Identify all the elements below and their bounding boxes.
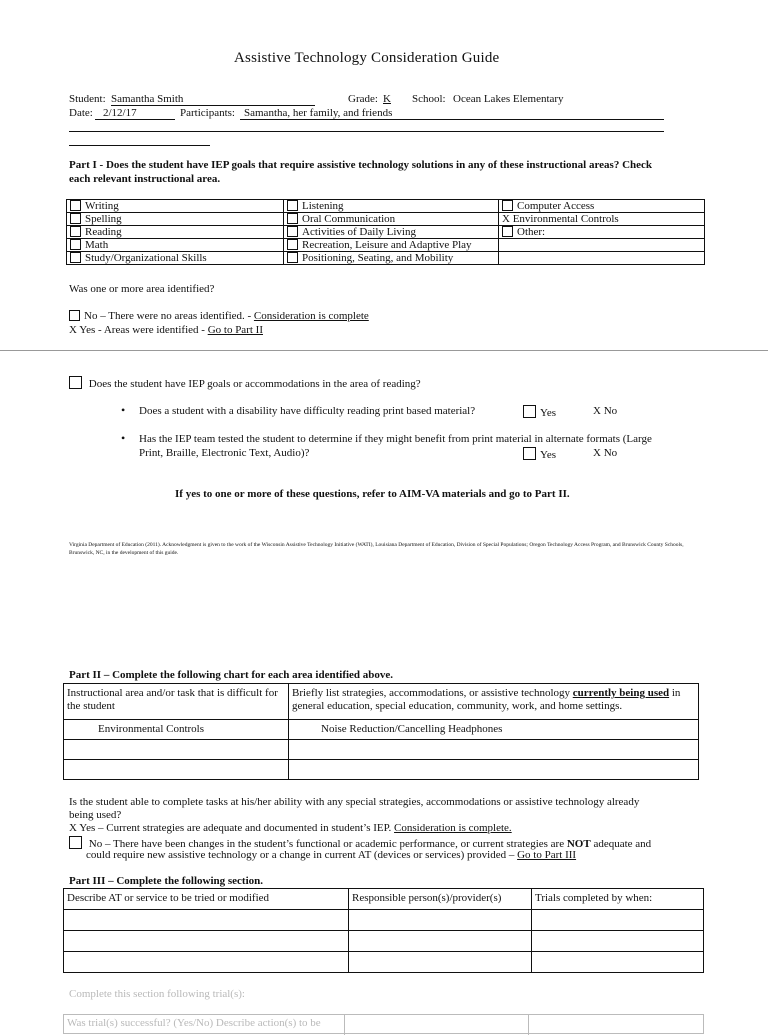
areas-row bbox=[67, 213, 705, 226]
area-cell[interactable] bbox=[284, 226, 499, 239]
area-cell[interactable] bbox=[284, 252, 499, 265]
part2-no-text-2: adequate and bbox=[590, 838, 652, 850]
area-label: Computer Access bbox=[517, 200, 595, 212]
date-label: Date: bbox=[69, 107, 93, 119]
trial-results-divider-2 bbox=[528, 1015, 529, 1035]
part2-no-option[interactable] bbox=[69, 836, 651, 850]
grade-label: Grade: bbox=[348, 93, 378, 105]
part2-table bbox=[63, 683, 699, 780]
trial-results-col1: Was trial(s) successful? (Yes/No) Describe action(s) to be bbox=[67, 1017, 321, 1029]
bullet2-text-line2: Print, Braille, Electronic Text, Audio)? bbox=[139, 447, 310, 459]
area-label: Positioning, Seating, and Mobility bbox=[302, 252, 454, 264]
part2-no-line2: could require new assistive technology or a change in current AT (devices or services) provided – Go to Part III bbox=[86, 849, 577, 861]
bullet2-yes-label: Yes bbox=[540, 449, 557, 461]
participants-underline-2 bbox=[69, 131, 664, 132]
area-cell[interactable] bbox=[67, 213, 284, 226]
part3-row3-cell3[interactable] bbox=[532, 952, 704, 973]
go-to-part2-link[interactable]: Go to Part II bbox=[207, 324, 263, 336]
part3-col3-header: Trials completed by when: bbox=[532, 889, 704, 910]
bullet2-yes-option[interactable] bbox=[523, 447, 556, 461]
area-cell[interactable] bbox=[67, 200, 284, 213]
area-checkbox[interactable] bbox=[70, 252, 81, 263]
bullet-dot-2: • bbox=[121, 431, 126, 445]
page-title: Assistive Technology Consideration Guide bbox=[234, 50, 500, 66]
area-cell[interactable] bbox=[284, 200, 499, 213]
area-cell[interactable] bbox=[67, 226, 284, 239]
part2-col1-header: Instructional area and/or task that is difficult for the student bbox=[64, 684, 289, 720]
no-areas-option[interactable] bbox=[69, 310, 369, 322]
reading-checkbox[interactable] bbox=[69, 376, 82, 389]
trial-results-divider-1 bbox=[344, 1015, 345, 1035]
student-label: Student: bbox=[69, 93, 106, 105]
part2-no-text-1: No – There have been changes in the student’s functional or academic performance, or current strategies are bbox=[88, 838, 567, 850]
area-cell[interactable] bbox=[499, 226, 705, 239]
part2-yes-option bbox=[69, 822, 512, 834]
part2-row2-area[interactable] bbox=[64, 740, 289, 760]
bullet1-no-answer: X No bbox=[593, 405, 618, 417]
after-trials-note: Complete this section following trial(s): bbox=[69, 988, 245, 1000]
area-cell[interactable] bbox=[284, 239, 499, 252]
part3-row3-cell1[interactable] bbox=[64, 952, 349, 973]
area-checkbox[interactable] bbox=[502, 200, 513, 211]
areas-row bbox=[67, 200, 705, 213]
area-cell[interactable] bbox=[499, 239, 705, 252]
school-field[interactable]: Ocean Lakes Elementary bbox=[453, 93, 564, 105]
bullet1-yes-checkbox[interactable] bbox=[523, 405, 536, 418]
part2-row3-strategy[interactable] bbox=[289, 760, 699, 780]
area-label: Recreation, Leisure and Adaptive Play bbox=[302, 239, 472, 251]
area-cell[interactable] bbox=[67, 252, 284, 265]
part1-heading-line1: Part I - Does the student have IEP goals that require assistive technology solutions in any of these instructional areas? Check bbox=[69, 159, 653, 171]
area-cell[interactable] bbox=[499, 213, 705, 226]
part2-question-line1: Is the student able to complete tasks at his/her ability with any special strategies, accommodations or assistive technology already bbox=[69, 796, 640, 808]
part3-row2-cell1[interactable] bbox=[64, 931, 349, 952]
area-label: Other: bbox=[517, 226, 546, 238]
area-checkbox[interactable] bbox=[70, 200, 81, 211]
areas-row bbox=[67, 226, 705, 239]
area-checkbox[interactable] bbox=[287, 200, 298, 211]
part2-heading: Part II – Complete the following chart for each area identified above. bbox=[69, 669, 394, 681]
part3-row2-cell3[interactable] bbox=[532, 931, 704, 952]
bullet-dot-1: • bbox=[121, 403, 126, 417]
bullet2-text-line1: Has the IEP team tested the student to determine if they might benefit from print material in alternate formats (Large bbox=[139, 433, 652, 445]
bullet2-yes-checkbox[interactable] bbox=[523, 447, 536, 460]
area-label: Reading bbox=[85, 226, 122, 238]
part2-row1-strategy[interactable]: Noise Reduction/Cancelling Headphones bbox=[289, 720, 699, 740]
area-label: X Environmental Controls bbox=[502, 213, 619, 225]
area-question: Was one or more area identified? bbox=[69, 283, 215, 295]
yes-areas-option bbox=[69, 324, 263, 336]
reading-question[interactable] bbox=[69, 376, 421, 390]
part2-col2-header: Briefly list strategies, accommodations, or assistive technology currently being used in general education, special education, community, work, and home settings. bbox=[289, 684, 699, 720]
area-cell[interactable] bbox=[67, 239, 284, 252]
part3-row1-cell3[interactable] bbox=[532, 910, 704, 931]
part2-question-line2: being used? bbox=[69, 809, 122, 821]
area-cell[interactable] bbox=[499, 252, 705, 265]
date-underline bbox=[95, 119, 175, 120]
part2-yes-text: X Yes – Current strategies are adequate and documented in student’s IEP. bbox=[69, 822, 395, 834]
instructional-areas-table bbox=[66, 199, 705, 265]
area-checkbox[interactable] bbox=[287, 252, 298, 263]
consideration-complete-link[interactable]: Consideration is complete bbox=[253, 310, 369, 322]
participants-underline bbox=[240, 119, 664, 120]
area-label: Math bbox=[85, 239, 109, 251]
participants-field[interactable]: Samantha, her family, and friends bbox=[244, 107, 393, 119]
trial-results-table bbox=[63, 1014, 704, 1034]
part3-row2-cell2[interactable] bbox=[349, 931, 532, 952]
part3-col2-header: Responsible person(s)/provider(s) bbox=[349, 889, 532, 910]
yes-areas-text: X Yes - Areas were identified - bbox=[69, 324, 208, 336]
student-name-field[interactable]: Samantha Smith bbox=[111, 93, 184, 105]
area-cell[interactable] bbox=[284, 213, 499, 226]
bullet2-no-answer: X No bbox=[593, 447, 618, 459]
area-checkbox[interactable] bbox=[287, 239, 298, 250]
area-checkbox[interactable] bbox=[70, 226, 81, 237]
area-label: Activities of Daily Living bbox=[302, 226, 416, 238]
part2-row3-area[interactable] bbox=[64, 760, 289, 780]
area-checkbox[interactable] bbox=[70, 239, 81, 250]
no-areas-checkbox[interactable] bbox=[69, 310, 80, 321]
area-checkbox[interactable] bbox=[287, 226, 298, 237]
area-label: Study/Organizational Skills bbox=[85, 252, 207, 264]
area-checkbox[interactable] bbox=[70, 213, 81, 224]
part3-heading: Part III – Complete the following section. bbox=[69, 875, 264, 887]
part3-col1-header: Describe AT or service to be tried or modified bbox=[64, 889, 349, 910]
reading-question-text: Does the student have IEP goals or accommodations in the area of reading? bbox=[88, 378, 421, 390]
area-checkbox[interactable] bbox=[287, 213, 298, 224]
part3-row1-cell1[interactable] bbox=[64, 910, 349, 931]
area-checkbox[interactable] bbox=[502, 226, 513, 237]
grade-field[interactable]: K bbox=[383, 93, 391, 105]
section-divider bbox=[0, 350, 768, 351]
footnote-citation: Virginia Department of Education (2011). Acknowledgment is given to the work of the Wisconsin Assistive Technology Initiative (WATI), Louisiana Department of Education, Division of Special Populations; Oregon Technology Access Program, and Brunswick County Schools, Brunswick, NC, in the development of this guide. bbox=[69, 542, 684, 556]
areas-row bbox=[67, 252, 705, 265]
bullet1-yes-option[interactable] bbox=[523, 405, 556, 419]
student-name-underline bbox=[111, 105, 315, 106]
school-label: School: bbox=[412, 93, 446, 105]
bullet1-text: Does a student with a disability have difficulty reading print based material? bbox=[139, 405, 476, 417]
part3-row3-cell2[interactable] bbox=[349, 952, 532, 973]
part2-no-bold: NOT bbox=[566, 838, 591, 850]
aim-va-instruction: If yes to one or more of these questions, refer to AIM-VA materials and go to Part II. bbox=[175, 488, 570, 500]
area-label: Spelling bbox=[85, 213, 122, 225]
participants-underline-3 bbox=[69, 145, 210, 146]
part3-row1-cell2[interactable] bbox=[349, 910, 532, 931]
part1-heading-line2: each relevant instructional area. bbox=[69, 173, 221, 185]
part3-table bbox=[63, 888, 704, 973]
areas-row bbox=[67, 239, 705, 252]
part2-row1-area[interactable]: Environmental Controls bbox=[64, 720, 289, 740]
bullet1-yes-label: Yes bbox=[540, 407, 557, 419]
area-label: Listening bbox=[302, 200, 344, 212]
area-label: Oral Communication bbox=[302, 213, 396, 225]
area-label: Writing bbox=[85, 200, 119, 212]
date-field[interactable]: 2/12/17 bbox=[103, 107, 137, 119]
part2-row2-strategy[interactable] bbox=[289, 740, 699, 760]
area-cell[interactable] bbox=[499, 200, 705, 213]
go-to-part3-link[interactable]: Go to Part III bbox=[517, 849, 577, 861]
part2-consideration-complete-link[interactable]: Consideration is complete. bbox=[394, 822, 512, 834]
no-areas-text: No – There were no areas identified. - bbox=[84, 310, 254, 322]
participants-label: Participants: bbox=[180, 107, 235, 119]
part2-no-checkbox[interactable] bbox=[69, 836, 82, 849]
